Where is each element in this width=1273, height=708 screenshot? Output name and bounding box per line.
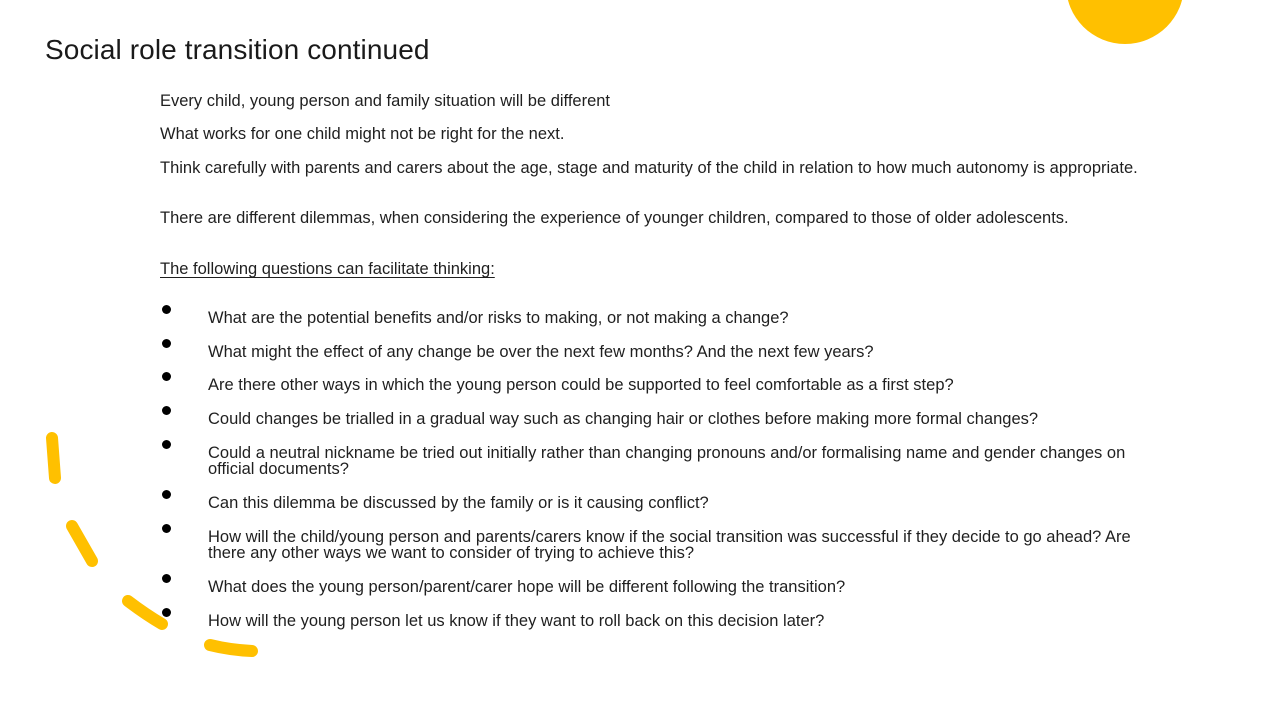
- bullet-icon: [162, 490, 171, 499]
- question-text: What are the potential benefits and/or risks to making, or not making a change?: [208, 309, 789, 327]
- question-text: What might the effect of any change be over the next few months? And the next few years?: [208, 343, 874, 361]
- bullet-icon: [162, 574, 171, 583]
- question-text: Could a neutral nickname be tried out initially rather than changing pronouns and/or formalising name and gender changes on official documents?: [208, 444, 1126, 478]
- question-text: What does the young person/parent/carer hope will be different following the transition?: [208, 578, 846, 596]
- intro-paragraph: There are different dilemmas, when considering the experience of younger children, compared to those of older adolescents.: [160, 209, 1069, 227]
- intro-paragraph: Every child, young person and family situation will be different: [160, 92, 611, 110]
- question-text: How will the young person let us know if they want to roll back on this decision later?: [208, 612, 825, 630]
- question-text: Could changes be trialled in a gradual way such as changing hair or clothes before making more formal changes?: [208, 410, 1039, 428]
- intro-paragraph: Think carefully with parents and carers about the age, stage and maturity of the child in relation to how much autonomy is appropriate.: [160, 159, 1138, 177]
- bullet-icon: [162, 406, 171, 415]
- bullet-icon: [162, 372, 171, 381]
- slide-title: Social role transition continued: [45, 34, 430, 65]
- question-text: Are there other ways in which the young person could be supported to feel comfortable as a first step?: [208, 376, 954, 394]
- bullet-icon: [162, 305, 171, 314]
- questions-heading: The following questions can facilitate thinking:: [160, 260, 495, 278]
- question-text: Can this dilemma be discussed by the family or is it causing conflict?: [208, 494, 709, 512]
- question-text: How will the child/young person and parents/carers know if the social transition was successful if they decide to go ahead? Are there any other ways we want to consider of trying to achieve this?: [208, 528, 1131, 562]
- decorative-yellow-circle: [1066, 0, 1184, 44]
- bullet-icon: [162, 608, 171, 617]
- bullet-icon: [162, 339, 171, 348]
- bullet-icon: [162, 440, 171, 449]
- intro-paragraph: What works for one child might not be right for the next.: [160, 125, 565, 143]
- bullet-icon: [162, 524, 171, 533]
